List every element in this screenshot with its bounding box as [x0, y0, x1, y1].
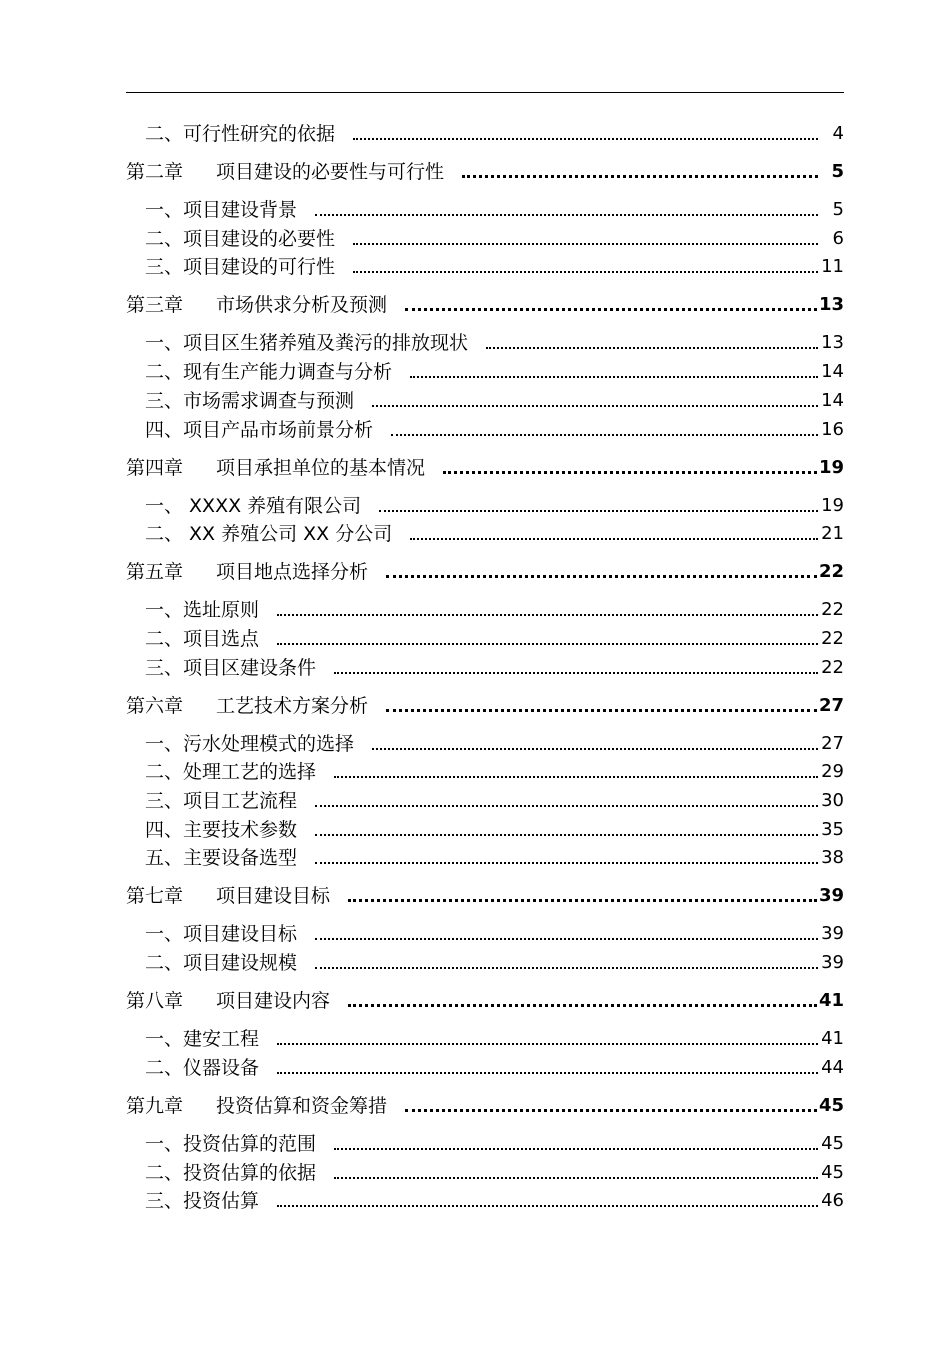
toc-section-row[interactable]: [145, 120, 844, 146]
toc-section-row[interactable]: [145, 1054, 844, 1080]
toc-page-number: 14: [821, 361, 844, 383]
toc-section-label: 四、主要技术参数: [145, 818, 298, 841]
dot-leader: [410, 370, 818, 378]
dot-leader: [334, 666, 818, 674]
dot-leader: [486, 341, 818, 349]
toc-page-number: 22: [821, 656, 844, 678]
toc-chapter-title: 项目地点选择分析: [216, 561, 369, 584]
toc-section-row[interactable]: [145, 1130, 844, 1156]
toc-section-row[interactable]: [145, 1025, 844, 1051]
dot-leader: [348, 998, 817, 1007]
toc-chapter-label: [126, 1094, 387, 1118]
toc-chapter-label: [126, 293, 387, 317]
toc-chapter-number: 第五章: [126, 561, 184, 584]
toc-section-label: 二、仪器设备: [145, 1056, 260, 1079]
dot-leader: [334, 1171, 818, 1179]
toc-section-label: 一、污水处理模式的选择: [145, 732, 355, 755]
toc-section-row[interactable]: [145, 387, 844, 413]
toc-chapter-label: [126, 560, 368, 584]
toc-chapter-number: 第八章: [126, 990, 184, 1013]
dot-leader: [277, 1037, 818, 1045]
toc-section-row[interactable]: [145, 730, 844, 756]
toc-section-label: 二、项目选点: [145, 627, 260, 650]
toc-page-number: 38: [821, 847, 844, 869]
dot-leader: [315, 208, 818, 216]
toc-chapter-title: 项目承担单位的基本情况: [216, 456, 426, 479]
toc-chapter-number: 第二章: [126, 161, 184, 183]
toc-section-label: 二、现有生产能力调查与分析: [145, 361, 393, 384]
toc-page-number: 14: [821, 389, 844, 411]
toc-section-label: 五、主要设备选型: [145, 847, 298, 870]
toc-section-row[interactable]: [145, 1159, 844, 1185]
dot-leader: [334, 770, 818, 778]
toc-chapter-row[interactable]: [126, 987, 844, 1013]
toc-section-label: 四、项目产品市场前景分析: [145, 418, 374, 441]
dot-leader: [386, 569, 817, 578]
toc-chapter-row[interactable]: [126, 291, 844, 317]
toc-chapter-title: 投资估算和资金筹措: [216, 1094, 388, 1117]
toc-page-number: 21: [821, 523, 844, 545]
toc-chapter-number: 第九章: [126, 1094, 184, 1117]
header-rule: [126, 92, 844, 93]
toc-page-number: 39: [821, 952, 844, 974]
dot-leader: [353, 237, 818, 245]
toc-chapter-label: [126, 160, 444, 184]
toc-page-number: 39: [818, 885, 844, 907]
toc-page-number: 29: [821, 761, 844, 783]
toc-page-number: 22: [821, 627, 844, 649]
dot-leader: [315, 856, 818, 864]
toc-section-label: 二、投资估算的依据: [145, 1161, 317, 1184]
toc-page-number: 19: [818, 456, 844, 478]
toc-section-row[interactable]: [145, 225, 844, 251]
toc-page-number: 46: [821, 1190, 844, 1212]
toc-chapter-label: [126, 884, 330, 908]
toc-section-label: 二、可行性研究的依据: [145, 123, 336, 145]
toc-section-row[interactable]: [145, 844, 844, 870]
toc-section-row[interactable]: [145, 196, 844, 222]
toc-section-row[interactable]: [145, 949, 844, 975]
toc-page-number: 22: [821, 599, 844, 621]
toc-section-row[interactable]: [145, 596, 844, 622]
toc-section-label: 三、投资估算: [145, 1190, 260, 1213]
dot-leader: [391, 428, 818, 436]
toc-page-number: 6: [832, 227, 844, 249]
dot-leader: [405, 1103, 817, 1112]
toc-page-number: 39: [821, 923, 844, 945]
toc-section-label: 二、项目建设规模: [145, 952, 298, 975]
dot-leader: [379, 504, 818, 512]
toc-section-row[interactable]: [145, 654, 844, 680]
toc-section-row[interactable]: [145, 358, 844, 384]
toc-section-row[interactable]: [145, 520, 844, 546]
toc-section-label: 二、处理工艺的选择: [145, 761, 317, 784]
dot-leader: [315, 799, 818, 807]
dot-leader: [372, 742, 818, 750]
toc-section-label: 一、项目区生猪养殖及粪污的排放现状: [145, 332, 469, 355]
toc-chapter-title: 项目建设目标: [216, 885, 331, 908]
dot-leader: [315, 828, 818, 836]
toc-section-label: 一、项目建设目标: [145, 923, 298, 946]
toc-chapter-row[interactable]: [126, 158, 844, 184]
toc-section-label: 一、建安工程: [145, 1028, 260, 1051]
toc-page-number: 41: [821, 1028, 844, 1050]
toc-section-label: 三、项目区建设条件: [145, 656, 317, 679]
toc-section-row[interactable]: [145, 1187, 844, 1213]
toc-page-number: 35: [821, 818, 844, 840]
toc-chapter-row[interactable]: [126, 1092, 844, 1118]
toc-page-number: 16: [821, 418, 844, 440]
toc-page-number: 27: [821, 732, 844, 754]
toc-section-label: 二、 XX 养殖公司 XX 分公司: [145, 523, 393, 546]
toc-section-label: 一、项目建设背景: [145, 199, 298, 221]
dot-leader: [353, 265, 818, 273]
toc-section-row[interactable]: [145, 329, 844, 355]
toc-page-number: 22: [818, 561, 844, 583]
toc-page-number: 5: [832, 199, 844, 220]
dot-leader: [315, 961, 818, 969]
toc-section-row[interactable]: [145, 492, 844, 518]
dot-leader: [353, 132, 818, 140]
toc-section-label: 二、项目建设的必要性: [145, 227, 336, 250]
toc-section-label: 一、 XXXX 养殖有限公司: [145, 494, 362, 517]
toc-chapter-row[interactable]: [126, 558, 844, 584]
dot-leader: [334, 1142, 818, 1150]
toc-page-number: 45: [818, 1094, 844, 1116]
toc-section-label: 三、项目工艺流程: [145, 790, 298, 812]
toc-page-number: 13: [821, 332, 844, 354]
toc-section-row[interactable]: [145, 625, 844, 651]
toc-page-number: 4: [832, 123, 844, 144]
toc-chapter-title: 项目建设内容: [216, 990, 331, 1013]
toc-page-number: 44: [821, 1056, 844, 1078]
dot-leader: [315, 932, 818, 940]
toc-chapter-label: [126, 694, 368, 718]
toc-section-row[interactable]: [145, 920, 844, 946]
dot-leader: [348, 893, 817, 902]
toc-section-row[interactable]: [145, 758, 844, 784]
toc-page-number: 30: [821, 790, 844, 811]
dot-leader: [462, 169, 818, 178]
dot-leader: [443, 465, 817, 474]
toc-page-number: 45: [821, 1161, 844, 1183]
toc-chapter-label: [126, 989, 330, 1013]
toc-chapter-row[interactable]: [126, 692, 844, 718]
toc-chapter-row[interactable]: [126, 882, 844, 908]
toc-section-row[interactable]: [145, 787, 844, 813]
toc-section-row[interactable]: [145, 416, 844, 442]
dot-leader: [386, 703, 817, 712]
toc-page-number: 19: [821, 494, 844, 516]
dot-leader: [410, 532, 818, 540]
toc-chapter-number: 第三章: [126, 294, 184, 317]
toc-chapter-title: 项目建设的必要性与可行性: [216, 161, 445, 183]
dot-leader: [277, 637, 818, 645]
dot-leader: [277, 1066, 818, 1074]
toc-section-row[interactable]: [145, 253, 844, 279]
dot-leader: [277, 608, 818, 616]
toc-section-row[interactable]: [145, 816, 844, 842]
dot-leader: [405, 302, 817, 311]
toc-page-number: 11: [821, 256, 844, 278]
toc-page-number: 13: [818, 294, 844, 316]
toc-chapter-row[interactable]: [126, 454, 844, 480]
toc-page-number: 41: [818, 990, 844, 1012]
dot-leader: [277, 1199, 818, 1207]
toc-section-label: 三、项目建设的可行性: [145, 256, 336, 279]
dot-leader: [372, 399, 818, 407]
toc-page-number: 27: [818, 694, 844, 716]
toc-section-label: 三、市场需求调查与预测: [145, 389, 355, 412]
toc-chapter-number: 第七章: [126, 885, 184, 908]
toc-chapter-number: 第六章: [126, 694, 184, 717]
toc-chapter-title: 工艺技术方案分析: [216, 694, 369, 717]
toc-chapter-number: 第四章: [126, 456, 184, 479]
toc-page-number: 5: [831, 161, 844, 182]
toc-chapter-label: [126, 456, 425, 480]
toc-page-number: 45: [821, 1132, 844, 1154]
toc-chapter-title: 市场供求分析及预测: [216, 294, 388, 317]
toc-section-label: 一、选址原则: [145, 599, 260, 622]
toc-section-label: 一、投资估算的范围: [145, 1132, 317, 1155]
